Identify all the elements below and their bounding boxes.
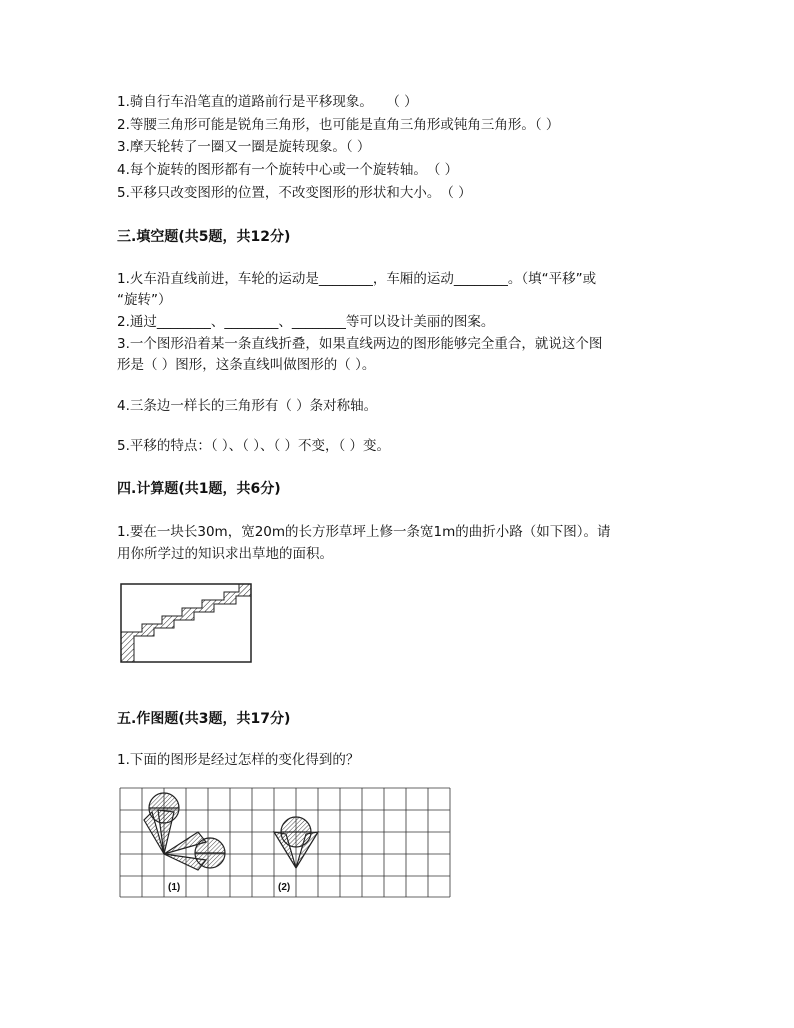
judgement-item-1: 1.骑自行车沿笔直的道路前行是平移现象。 （ ）: [117, 94, 418, 110]
judgement-item-3: 3.摩天轮转了一圈又一圈是旋转现象。（ ）: [117, 139, 371, 155]
judgement-item-2: 2.等腰三角形可能是锐角三角形，也可能是直角三角形或钝角三角形。（ ）: [117, 117, 560, 133]
fill-q5: 5.平移的特点：（ ）、（ ）、（ ）不变，（ ）变。: [117, 438, 391, 454]
fill-q1-line2: “旋转”）: [117, 292, 172, 308]
fill-q3-line2: 形是（ ）图形，这条直线叫做图形的（ ）。: [117, 357, 376, 373]
fill-q2: 2.通过________、________、________等可以设计美丽的图案。: [117, 314, 495, 330]
figure-1-shapes: [144, 793, 225, 870]
judgement-item-4: 4.每个旋转的图形都有一个旋转中心或一个旋转轴。 （ ）: [117, 162, 459, 178]
draw-q1: 1.下面的图形是经过怎样的变化得到的？: [117, 752, 360, 768]
judgement-item-5: 5.平移只改变图形的位置，不改变图形的形状和大小。 （ ）: [117, 185, 472, 201]
calc-q1-line1: 1.要在一块长30m，宽20m的长方形草坪上修一条宽1m的曲折小路（如下图）。请: [117, 524, 611, 540]
transformation-grid-figure: [118, 786, 454, 900]
lawn-path-figure: [120, 583, 254, 665]
section-heading-draw: 五.作图题(共3题，共17分): [117, 711, 291, 727]
fill-q1-line1: 1.火车沿直线前进，车轮的运动是________，车厢的运动________。（填“平移”或: [117, 271, 597, 287]
fill-q4: 4.三条边一样长的三角形有（ ）条对称轴。: [117, 398, 378, 414]
calc-q1-line2: 用你所学过的知识求出草地的面积。: [117, 546, 333, 562]
figure-2-label: (2): [278, 882, 291, 893]
figure-1-label: (1): [168, 882, 181, 893]
section-heading-calc: 四.计算题(共1题，共6分): [117, 481, 281, 497]
section-heading-fill: 三.填空题(共5题，共12分): [117, 229, 291, 245]
fill-q3-line1: 3.一个图形沿着某一条直线折叠，如果直线两边的图形能够完全重合，就说这个图: [117, 336, 603, 352]
